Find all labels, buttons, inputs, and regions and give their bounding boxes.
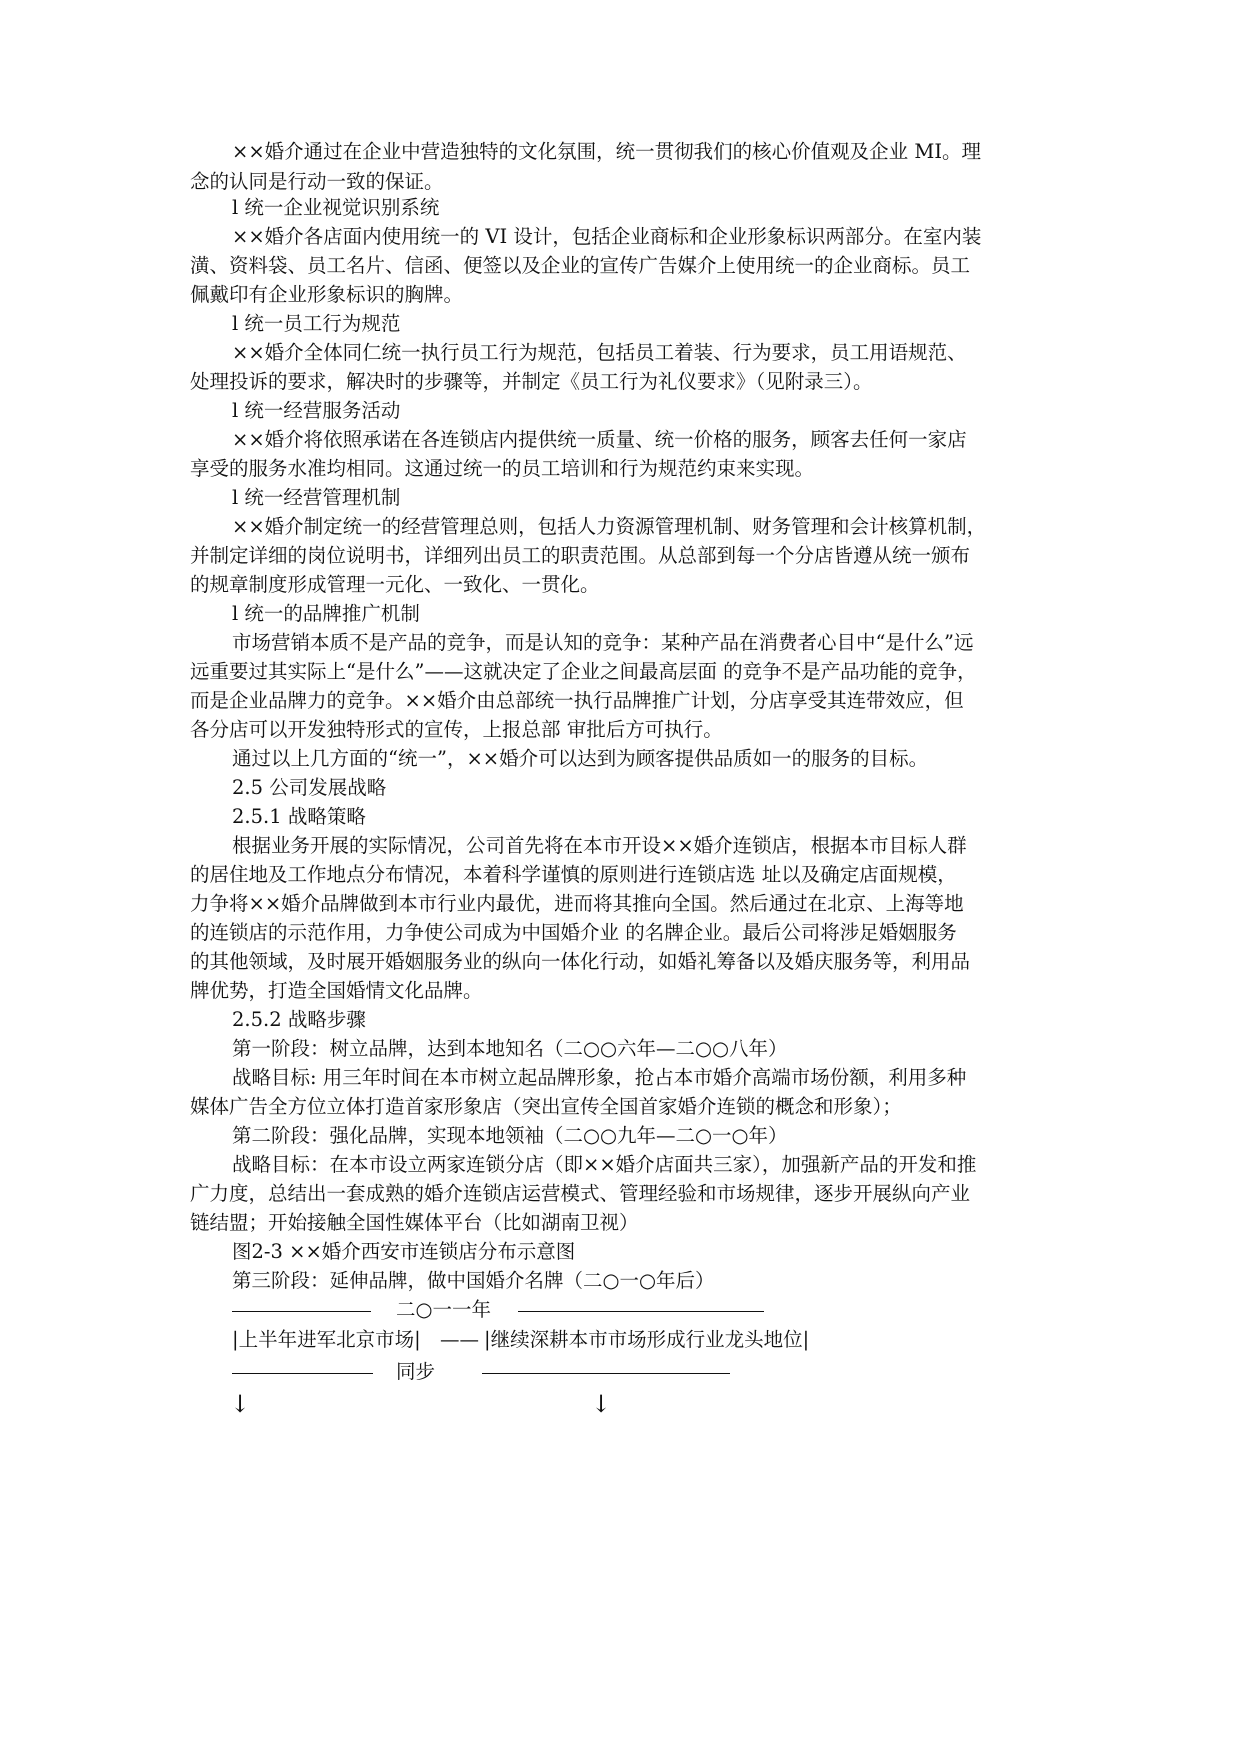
section-heading: 2.5.2 战略步骤 — [232, 1008, 366, 1031]
section-heading: l 统一企业视觉识别系统 — [232, 196, 440, 219]
section-heading: 2.5 公司发展战略 — [232, 776, 387, 799]
paragraph-line: 战略目标：在本市设立两家连锁分店（即××婚介店面共三家），加强新产品的开发和推 — [232, 1153, 977, 1176]
paragraph-line: 通过以上几方面的“统一”，××婚介可以达到为顾客提供品质如一的服务的目标。 — [232, 747, 929, 770]
section-heading: l 统一经营服务活动 — [232, 399, 401, 422]
paragraph-line: ××婚介通过在企业中营造独特的文化氛围，统一贯彻我们的核心价值观及企业 MI。理 — [232, 140, 982, 163]
paragraph-line: ××婚介制定统一的经营管理总则，包括人力资源管理机制、财务管理和会计核算机制， — [232, 515, 987, 538]
diagram-year-label: 二○一一年 — [396, 1298, 492, 1321]
paragraph-line: 力争将××婚介品牌做到本市行业内最优，进而将其推向全国。然后通过在北京、上海等地 — [190, 892, 964, 915]
diagram-rule — [232, 1373, 373, 1374]
diagram-connector: —— — [440, 1328, 479, 1351]
paragraph-line: ××婚介将依照承诺在各连锁店内提供统一质量、统一价格的服务，顾客去任何一家店 — [232, 428, 967, 451]
paragraph-line: 各分店可以开发独特形式的宣传，上报总部 审批后方可执行。 — [190, 718, 723, 741]
paragraph-line: ××婚介全体同仁统一执行员工行为规范，包括员工着装、行为要求，员工用语规范、 — [232, 341, 967, 364]
paragraph-line: 远重要过其实际上“是什么”——这就决定了企业之间最高层面 的竞争不是产品功能的竞争， — [190, 660, 977, 683]
paragraph-line: 并制定详细的岗位说明书，详细列出员工的职责范围。从总部到每一个分店皆遵从统一颁布 — [190, 544, 971, 567]
paragraph-line: 第一阶段：树立品牌，达到本地知名（二○○六年—二○○八年） — [232, 1037, 788, 1060]
section-heading: 2.5.1 战略策略 — [232, 805, 366, 828]
paragraph-line: 第二阶段：强化品牌，实现本地领袖（二○○九年—二○一○年） — [232, 1124, 788, 1147]
paragraph-line: 广力度，总结出一套成熟的婚介连锁店运营模式、管理经验和市场规律，逐步开展纵向产业 — [190, 1182, 971, 1205]
diagram-sync-label: 同步 — [396, 1360, 436, 1383]
diagram-rule — [482, 1373, 730, 1374]
paragraph-line: 牌优势，打造全国婚情文化品牌。 — [190, 979, 483, 1002]
paragraph-line: 潢、资料袋、员工名片、信函、便签以及企业的宣传广告媒介上使用统一的企业商标。员工 — [190, 254, 971, 277]
paragraph-line: 处理投诉的要求，解决时的步骤等，并制定《员工行为礼仪要求》（见附录三）。 — [190, 370, 873, 393]
paragraph-line: 而是企业品牌力的竞争。××婚介由总部统一执行品牌推广计划，分店享受其连带效应，但 — [190, 689, 964, 712]
paragraph-line: 的居住地及工作地点分布情况，本着科学谨慎的原则进行连锁店选 址以及确定店面规模， — [190, 863, 957, 886]
paragraph-line: 战略目标: 用三年时间在本市树立起品牌形象，抢占本市婚介高端市场份额，利用多种 — [232, 1066, 967, 1089]
paragraph-line: 根据业务开展的实际情况，公司首先将在本市开设××婚介连锁店，根据本市目标人群 — [232, 834, 967, 857]
paragraph-line: 链结盟；开始接触全国性媒体平台（比如湖南卫视） — [190, 1211, 639, 1234]
section-heading: l 统一经营管理机制 — [232, 486, 401, 509]
down-arrow-icon: ↓ — [230, 1390, 251, 1418]
paragraph-line: ××婚介各店面内使用统一的 VI 设计，包括企业商标和企业形象标识两部分。在室内装 — [232, 225, 982, 248]
paragraph-line: 媒体广告全方位立体打造首家形象店（突出宣传全国首家婚介连锁的概念和形象）； — [190, 1095, 902, 1118]
section-heading: l 统一的品牌推广机制 — [232, 602, 420, 625]
section-heading: l 统一员工行为规范 — [232, 312, 401, 335]
paragraph-line: 市场营销本质不是产品的竞争，而是认知的竞争：某种产品在消费者心目中“是什么”远 — [232, 631, 974, 654]
paragraph-line: 第三阶段：延伸品牌，做中国婚介名牌（二○一○年后） — [232, 1269, 715, 1292]
diagram-right-box: |继续深耕本市市场形成行业龙头地位| — [484, 1328, 810, 1351]
paragraph-line: 的规章制度形成管理一元化、一致化、一贯化。 — [190, 573, 600, 596]
diagram-rule — [232, 1311, 371, 1312]
figure-caption: 图2-3 ××婚介西安市连锁店分布示意图 — [232, 1240, 576, 1263]
paragraph-line: 的其他领域，及时展开婚姻服务业的纵向一体化行动，如婚礼筹备以及婚庆服务等，利用品 — [190, 950, 971, 973]
diagram-rule — [518, 1311, 764, 1312]
paragraph-line: 佩戴印有企业形象标识的胸牌。 — [190, 283, 464, 306]
paragraph-line: 享受的服务水准均相同。这通过统一的员工培训和行为规范约束来实现。 — [190, 457, 815, 480]
paragraph-line: 念的认同是行动一致的保证。 — [190, 170, 444, 193]
paragraph-line: 的连锁店的示范作用，力争使公司成为中国婚介业 的名牌企业。最后公司将涉足婚姻服务 — [190, 921, 957, 944]
down-arrow-icon: ↓ — [591, 1390, 612, 1418]
diagram-left-box: |上半年进军北京市场| — [232, 1328, 421, 1351]
